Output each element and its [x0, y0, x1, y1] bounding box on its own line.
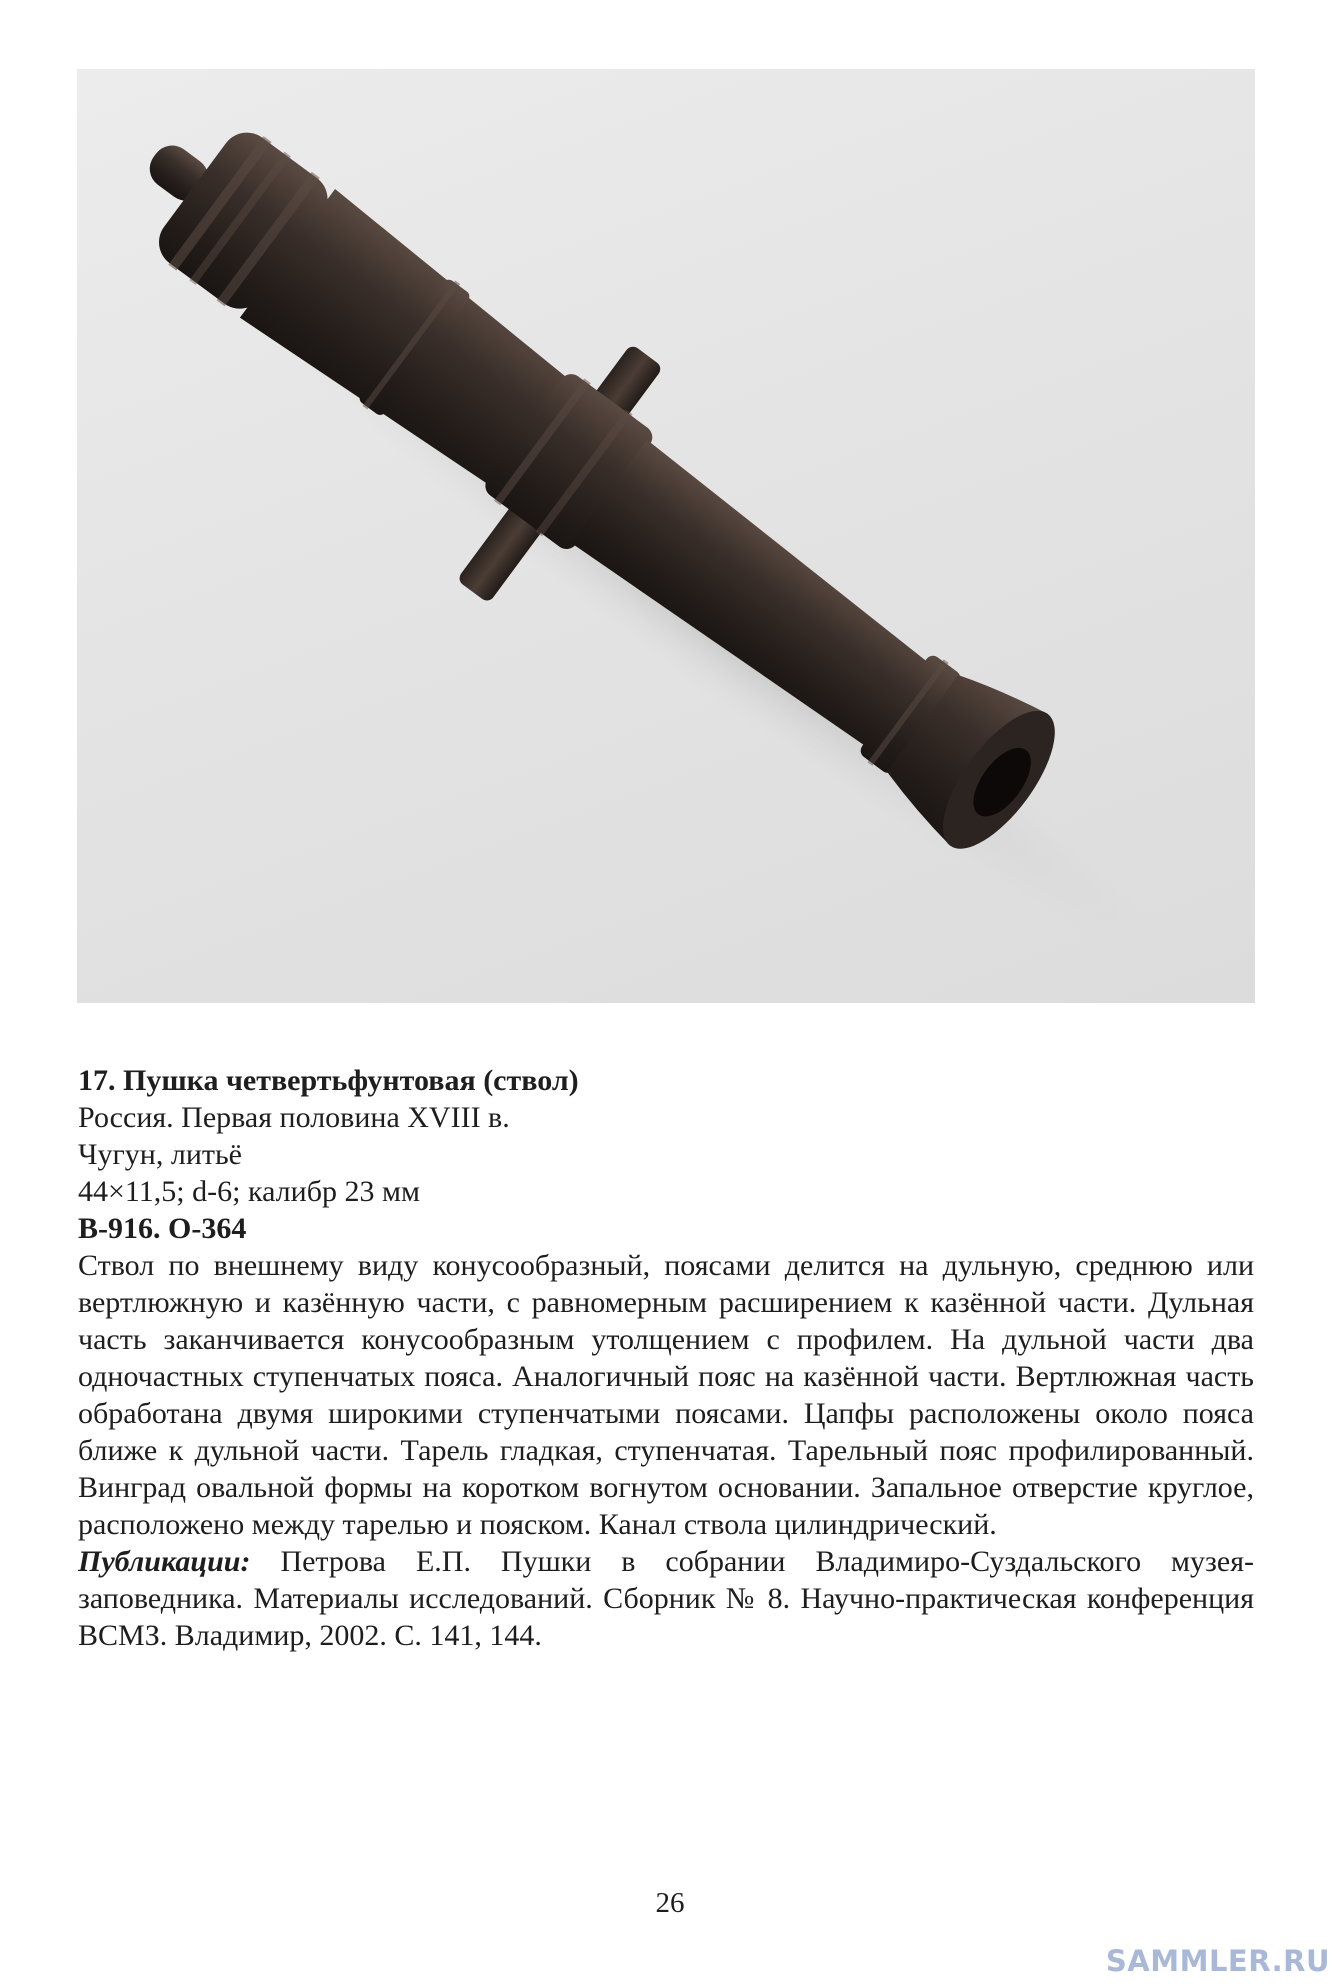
publications-label: Публикации:: [78, 1545, 251, 1578]
entry-inventory-number: В-916. О-364: [78, 1212, 247, 1245]
cannon-photo: [77, 69, 1255, 1003]
entry-description: Ствол по внешнему виду конусообразный, поясами делится на дульную, среднюю или вертлюжную и казённую части, с равномерным расширением к казённой части. Дульная часть заканчивается конусообразным утолщением с профилем. На дульной части два одночастных ступенчатых пояса. Аналогичный пояс на казённой части. Вертлюжная часть обработана двумя широкими ступенчатыми поясами. Цапфы расположены около пояса ближе к дульной части. Тарель гладкая, ступенчатая. Тарельный пояс профилированный. Винград овальной формы на коротком вогнутом основании. Запальное отверстие круглое, расположено между тарелью и пояском. Канал ствола цилиндрический.: [78, 1249, 1254, 1541]
entry-dimensions: 44×11,5; d-6; калибр 23 мм: [78, 1175, 420, 1208]
entry-origin: Россия. Первая половина XVIII в.: [78, 1101, 510, 1134]
entry-material: Чугун, литьё: [78, 1138, 242, 1171]
watermark: SAMMLER.RU: [1105, 1944, 1330, 1978]
entry-publications: [78, 1543, 1254, 1654]
entry-title: 17. Пушка четвертьфунтовая (ствол): [78, 1064, 579, 1097]
publications-text: Петрова Е.П. Пушки в собрании Владимиро-Суздальского музея-заповедника. Материалы исследований. Сборник № 8. Научно-практическая конференция ВСМЗ. Владимир, 2002. С. 141, 144.: [78, 1545, 1254, 1652]
catalog-entry: [78, 1062, 1254, 1654]
page-number: 26: [655, 1887, 685, 1919]
